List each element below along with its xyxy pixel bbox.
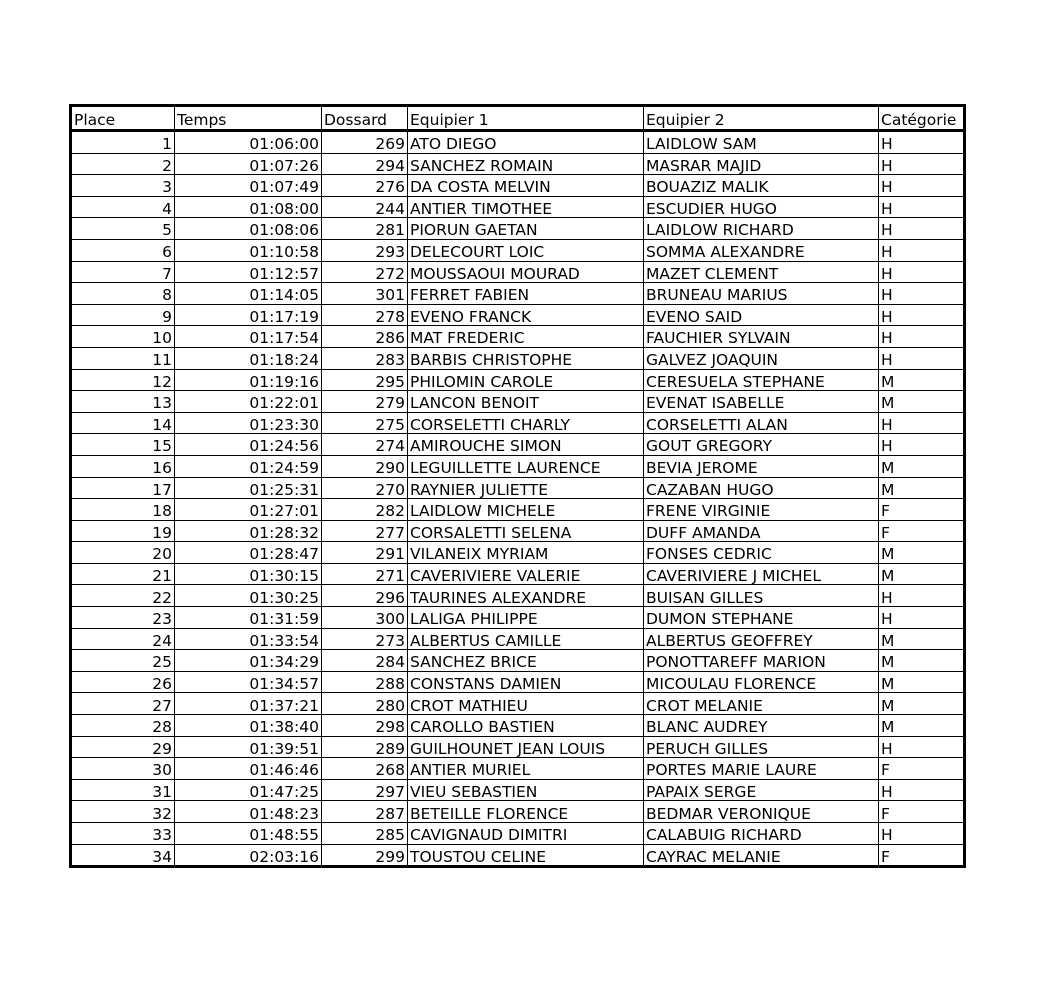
cell-equipier-1: AMIROUCHE SIMON bbox=[408, 434, 644, 456]
table-row bbox=[71, 196, 965, 218]
header-place: Place bbox=[71, 106, 175, 131]
cell-temps: 01:18:24 bbox=[175, 347, 322, 369]
results-table bbox=[69, 104, 966, 868]
cell-temps: 01:34:29 bbox=[175, 650, 322, 672]
cell-equipier-1: TAURINES ALEXANDRE bbox=[408, 585, 644, 607]
cell-place: 29 bbox=[71, 736, 175, 758]
cell-temps: 01:06:00 bbox=[175, 131, 322, 154]
cell-equipier-1: CONSTANS DAMIEN bbox=[408, 671, 644, 693]
cell-categorie: H bbox=[879, 736, 965, 758]
cell-temps: 01:25:31 bbox=[175, 477, 322, 499]
cell-equipier-1: LAIDLOW MICHELE bbox=[408, 499, 644, 521]
cell-dossard: 298 bbox=[322, 715, 408, 737]
cell-dossard: 273 bbox=[322, 628, 408, 650]
cell-temps: 01:10:58 bbox=[175, 239, 322, 261]
cell-categorie: H bbox=[879, 585, 965, 607]
cell-place: 2 bbox=[71, 153, 175, 175]
cell-categorie: M bbox=[879, 693, 965, 715]
cell-place: 20 bbox=[71, 542, 175, 564]
cell-place: 5 bbox=[71, 218, 175, 240]
table-row bbox=[71, 326, 965, 348]
table-row bbox=[71, 131, 965, 154]
table-row bbox=[71, 283, 965, 305]
table-row bbox=[71, 499, 965, 521]
cell-equipier-1: GUILHOUNET JEAN LOUIS bbox=[408, 736, 644, 758]
cell-place: 23 bbox=[71, 607, 175, 629]
cell-dossard: 274 bbox=[322, 434, 408, 456]
cell-equipier-2: PERUCH GILLES bbox=[644, 736, 879, 758]
cell-equipier-2: BEDMAR VERONIQUE bbox=[644, 801, 879, 823]
cell-dossard: 276 bbox=[322, 175, 408, 197]
cell-temps: 01:17:19 bbox=[175, 304, 322, 326]
cell-temps: 01:19:16 bbox=[175, 369, 322, 391]
cell-dossard: 297 bbox=[322, 779, 408, 801]
cell-temps: 01:08:06 bbox=[175, 218, 322, 240]
cell-place: 1 bbox=[71, 131, 175, 154]
cell-equipier-2: GOUT GREGORY bbox=[644, 434, 879, 456]
table-header bbox=[71, 106, 965, 131]
cell-place: 8 bbox=[71, 283, 175, 305]
table-row bbox=[71, 304, 965, 326]
table-row bbox=[71, 736, 965, 758]
cell-dossard: 301 bbox=[322, 283, 408, 305]
cell-equipier-2: BUISAN GILLES bbox=[644, 585, 879, 607]
cell-equipier-1: CAVIGNAUD DIMITRI bbox=[408, 823, 644, 845]
cell-equipier-2: BLANC AUDREY bbox=[644, 715, 879, 737]
cell-categorie: H bbox=[879, 304, 965, 326]
cell-equipier-1: VIEU SEBASTIEN bbox=[408, 779, 644, 801]
cell-temps: 01:46:46 bbox=[175, 758, 322, 780]
table-row bbox=[71, 153, 965, 175]
cell-equipier-1: LEGUILLETTE LAURENCE bbox=[408, 455, 644, 477]
table-row bbox=[71, 520, 965, 542]
cell-place: 31 bbox=[71, 779, 175, 801]
cell-categorie: F bbox=[879, 520, 965, 542]
cell-temps: 01:47:25 bbox=[175, 779, 322, 801]
cell-equipier-2: GALVEZ JOAQUIN bbox=[644, 347, 879, 369]
table-row bbox=[71, 779, 965, 801]
cell-dossard: 299 bbox=[322, 844, 408, 867]
cell-dossard: 282 bbox=[322, 499, 408, 521]
cell-dossard: 268 bbox=[322, 758, 408, 780]
cell-place: 33 bbox=[71, 823, 175, 845]
cell-dossard: 300 bbox=[322, 607, 408, 629]
cell-equipier-1: ANTIER MURIEL bbox=[408, 758, 644, 780]
cell-dossard: 294 bbox=[322, 153, 408, 175]
cell-equipier-2: LAIDLOW SAM bbox=[644, 131, 879, 154]
cell-equipier-1: CAROLLO BASTIEN bbox=[408, 715, 644, 737]
cell-equipier-2: BEVIA JEROME bbox=[644, 455, 879, 477]
cell-equipier-1: TOUSTOU CELINE bbox=[408, 844, 644, 867]
cell-dossard: 288 bbox=[322, 671, 408, 693]
cell-categorie: H bbox=[879, 412, 965, 434]
cell-equipier-2: CROT MELANIE bbox=[644, 693, 879, 715]
table-row bbox=[71, 391, 965, 413]
cell-temps: 01:07:49 bbox=[175, 175, 322, 197]
cell-equipier-2: ALBERTUS GEOFFREY bbox=[644, 628, 879, 650]
cell-place: 11 bbox=[71, 347, 175, 369]
cell-equipier-1: CORSELETTI CHARLY bbox=[408, 412, 644, 434]
cell-temps: 01:07:26 bbox=[175, 153, 322, 175]
cell-temps: 01:28:47 bbox=[175, 542, 322, 564]
cell-dossard: 291 bbox=[322, 542, 408, 564]
header-row bbox=[71, 106, 965, 131]
table-row bbox=[71, 369, 965, 391]
cell-equipier-2: SOMMA ALEXANDRE bbox=[644, 239, 879, 261]
cell-place: 25 bbox=[71, 650, 175, 672]
cell-equipier-2: PONOTTAREFF MARION bbox=[644, 650, 879, 672]
cell-equipier-2: BRUNEAU MARIUS bbox=[644, 283, 879, 305]
cell-dossard: 289 bbox=[322, 736, 408, 758]
cell-place: 15 bbox=[71, 434, 175, 456]
table-row bbox=[71, 844, 965, 867]
cell-categorie: H bbox=[879, 153, 965, 175]
table-row bbox=[71, 455, 965, 477]
table-row bbox=[71, 412, 965, 434]
table-row bbox=[71, 477, 965, 499]
cell-categorie: M bbox=[879, 477, 965, 499]
cell-categorie: H bbox=[879, 434, 965, 456]
cell-place: 6 bbox=[71, 239, 175, 261]
cell-equipier-2: CALABUIG RICHARD bbox=[644, 823, 879, 845]
cell-temps: 01:24:56 bbox=[175, 434, 322, 456]
cell-equipier-1: CAVERIVIERE VALERIE bbox=[408, 563, 644, 585]
cell-dossard: 278 bbox=[322, 304, 408, 326]
cell-equipier-1: PIORUN GAETAN bbox=[408, 218, 644, 240]
cell-equipier-2: LAIDLOW RICHARD bbox=[644, 218, 879, 240]
table-row bbox=[71, 563, 965, 585]
table-row bbox=[71, 542, 965, 564]
cell-place: 16 bbox=[71, 455, 175, 477]
cell-temps: 02:03:16 bbox=[175, 844, 322, 867]
cell-categorie: F bbox=[879, 499, 965, 521]
cell-dossard: 293 bbox=[322, 239, 408, 261]
cell-equipier-2: FRENE VIRGINIE bbox=[644, 499, 879, 521]
cell-categorie: H bbox=[879, 779, 965, 801]
cell-equipier-1: ALBERTUS CAMILLE bbox=[408, 628, 644, 650]
cell-equipier-2: CERESUELA STEPHANE bbox=[644, 369, 879, 391]
table-row bbox=[71, 347, 965, 369]
cell-dossard: 284 bbox=[322, 650, 408, 672]
cell-equipier-2: CAYRAC MELANIE bbox=[644, 844, 879, 867]
cell-dossard: 275 bbox=[322, 412, 408, 434]
table-row bbox=[71, 175, 965, 197]
cell-dossard: 287 bbox=[322, 801, 408, 823]
header-temps: Temps bbox=[175, 106, 322, 131]
cell-dossard: 285 bbox=[322, 823, 408, 845]
cell-place: 18 bbox=[71, 499, 175, 521]
cell-temps: 01:14:05 bbox=[175, 283, 322, 305]
cell-place: 30 bbox=[71, 758, 175, 780]
cell-equipier-2: DUMON STEPHANE bbox=[644, 607, 879, 629]
cell-place: 34 bbox=[71, 844, 175, 867]
table-row bbox=[71, 239, 965, 261]
cell-categorie: H bbox=[879, 196, 965, 218]
cell-equipier-1: BETEILLE FLORENCE bbox=[408, 801, 644, 823]
cell-place: 9 bbox=[71, 304, 175, 326]
table-row bbox=[71, 823, 965, 845]
cell-categorie: M bbox=[879, 391, 965, 413]
table-row bbox=[71, 218, 965, 240]
cell-equipier-2: MICOULAU FLORENCE bbox=[644, 671, 879, 693]
cell-equipier-2: FAUCHIER SYLVAIN bbox=[644, 326, 879, 348]
header-equipier-2: Equipier 2 bbox=[644, 106, 879, 131]
cell-temps: 01:30:25 bbox=[175, 585, 322, 607]
cell-categorie: H bbox=[879, 175, 965, 197]
table-row bbox=[71, 650, 965, 672]
table-row bbox=[71, 801, 965, 823]
cell-equipier-2: DUFF AMANDA bbox=[644, 520, 879, 542]
cell-categorie: M bbox=[879, 542, 965, 564]
cell-dossard: 269 bbox=[322, 131, 408, 154]
cell-dossard: 272 bbox=[322, 261, 408, 283]
cell-equipier-2: CORSELETTI ALAN bbox=[644, 412, 879, 434]
cell-categorie: M bbox=[879, 671, 965, 693]
cell-temps: 01:12:57 bbox=[175, 261, 322, 283]
cell-categorie: H bbox=[879, 218, 965, 240]
table-row bbox=[71, 758, 965, 780]
cell-categorie: M bbox=[879, 563, 965, 585]
cell-equipier-2: BOUAZIZ MALIK bbox=[644, 175, 879, 197]
cell-categorie: M bbox=[879, 628, 965, 650]
header-equipier-1: Equipier 1 bbox=[408, 106, 644, 131]
cell-equipier-1: CORSALETTI SELENA bbox=[408, 520, 644, 542]
cell-equipier-1: RAYNIER JULIETTE bbox=[408, 477, 644, 499]
cell-place: 3 bbox=[71, 175, 175, 197]
cell-temps: 01:33:54 bbox=[175, 628, 322, 650]
table-row bbox=[71, 585, 965, 607]
cell-categorie: M bbox=[879, 715, 965, 737]
cell-temps: 01:30:15 bbox=[175, 563, 322, 585]
cell-temps: 01:38:40 bbox=[175, 715, 322, 737]
cell-categorie: H bbox=[879, 326, 965, 348]
cell-equipier-1: CROT MATHIEU bbox=[408, 693, 644, 715]
cell-place: 22 bbox=[71, 585, 175, 607]
table-body bbox=[71, 131, 965, 867]
cell-place: 27 bbox=[71, 693, 175, 715]
cell-place: 19 bbox=[71, 520, 175, 542]
cell-categorie: H bbox=[879, 283, 965, 305]
table-row bbox=[71, 693, 965, 715]
cell-temps: 01:22:01 bbox=[175, 391, 322, 413]
cell-dossard: 283 bbox=[322, 347, 408, 369]
cell-dossard: 281 bbox=[322, 218, 408, 240]
cell-equipier-1: MAT FREDERIC bbox=[408, 326, 644, 348]
cell-place: 7 bbox=[71, 261, 175, 283]
cell-temps: 01:08:00 bbox=[175, 196, 322, 218]
cell-place: 17 bbox=[71, 477, 175, 499]
cell-equipier-1: SANCHEZ BRICE bbox=[408, 650, 644, 672]
cell-place: 10 bbox=[71, 326, 175, 348]
cell-equipier-2: PAPAIX SERGE bbox=[644, 779, 879, 801]
cell-equipier-1: DA COSTA MELVIN bbox=[408, 175, 644, 197]
cell-categorie: F bbox=[879, 801, 965, 823]
cell-temps: 01:27:01 bbox=[175, 499, 322, 521]
table-row bbox=[71, 671, 965, 693]
cell-temps: 01:34:57 bbox=[175, 671, 322, 693]
cell-categorie: H bbox=[879, 823, 965, 845]
cell-equipier-2: MAZET CLEMENT bbox=[644, 261, 879, 283]
cell-place: 28 bbox=[71, 715, 175, 737]
cell-equipier-1: FERRET FABIEN bbox=[408, 283, 644, 305]
cell-place: 14 bbox=[71, 412, 175, 434]
cell-equipier-1: ANTIER TIMOTHEE bbox=[408, 196, 644, 218]
cell-equipier-1: EVENO FRANCK bbox=[408, 304, 644, 326]
cell-place: 4 bbox=[71, 196, 175, 218]
cell-equipier-2: MASRAR MAJID bbox=[644, 153, 879, 175]
header-dossard: Dossard bbox=[322, 106, 408, 131]
cell-place: 13 bbox=[71, 391, 175, 413]
cell-equipier-1: MOUSSAOUI MOURAD bbox=[408, 261, 644, 283]
cell-equipier-1: LANCON BENOIT bbox=[408, 391, 644, 413]
cell-dossard: 270 bbox=[322, 477, 408, 499]
cell-categorie: H bbox=[879, 347, 965, 369]
cell-place: 12 bbox=[71, 369, 175, 391]
cell-categorie: M bbox=[879, 650, 965, 672]
cell-dossard: 286 bbox=[322, 326, 408, 348]
cell-temps: 01:48:23 bbox=[175, 801, 322, 823]
cell-equipier-2: EVENAT ISABELLE bbox=[644, 391, 879, 413]
cell-equipier-2: CAZABAN HUGO bbox=[644, 477, 879, 499]
cell-equipier-2: ESCUDIER HUGO bbox=[644, 196, 879, 218]
cell-temps: 01:23:30 bbox=[175, 412, 322, 434]
cell-dossard: 280 bbox=[322, 693, 408, 715]
cell-dossard: 279 bbox=[322, 391, 408, 413]
cell-equipier-1: BARBIS CHRISTOPHE bbox=[408, 347, 644, 369]
cell-dossard: 277 bbox=[322, 520, 408, 542]
cell-equipier-2: FONSES CEDRIC bbox=[644, 542, 879, 564]
cell-temps: 01:24:59 bbox=[175, 455, 322, 477]
cell-equipier-1: PHILOMIN CAROLE bbox=[408, 369, 644, 391]
cell-temps: 01:31:59 bbox=[175, 607, 322, 629]
header-categorie: Catégorie bbox=[879, 106, 965, 131]
cell-equipier-1: ATO DIEGO bbox=[408, 131, 644, 154]
cell-place: 32 bbox=[71, 801, 175, 823]
cell-equipier-1: LALIGA PHILIPPE bbox=[408, 607, 644, 629]
cell-dossard: 295 bbox=[322, 369, 408, 391]
cell-equipier-2: EVENO SAID bbox=[644, 304, 879, 326]
cell-dossard: 244 bbox=[322, 196, 408, 218]
cell-equipier-1: SANCHEZ ROMAIN bbox=[408, 153, 644, 175]
cell-equipier-2: CAVERIVIERE J MICHEL bbox=[644, 563, 879, 585]
cell-equipier-1: DELECOURT LOIC bbox=[408, 239, 644, 261]
cell-categorie: H bbox=[879, 261, 965, 283]
cell-dossard: 296 bbox=[322, 585, 408, 607]
cell-place: 24 bbox=[71, 628, 175, 650]
cell-temps: 01:17:54 bbox=[175, 326, 322, 348]
cell-dossard: 271 bbox=[322, 563, 408, 585]
table-row bbox=[71, 607, 965, 629]
table-row bbox=[71, 628, 965, 650]
cell-categorie: F bbox=[879, 844, 965, 867]
cell-temps: 01:28:32 bbox=[175, 520, 322, 542]
cell-categorie: M bbox=[879, 369, 965, 391]
cell-equipier-2: PORTES MARIE LAURE bbox=[644, 758, 879, 780]
cell-place: 21 bbox=[71, 563, 175, 585]
table-row bbox=[71, 715, 965, 737]
cell-place: 26 bbox=[71, 671, 175, 693]
cell-dossard: 290 bbox=[322, 455, 408, 477]
cell-categorie: H bbox=[879, 607, 965, 629]
cell-categorie: H bbox=[879, 131, 965, 154]
cell-temps: 01:48:55 bbox=[175, 823, 322, 845]
cell-categorie: F bbox=[879, 758, 965, 780]
cell-categorie: M bbox=[879, 455, 965, 477]
table-row bbox=[71, 434, 965, 456]
cell-temps: 01:37:21 bbox=[175, 693, 322, 715]
cell-equipier-1: VILANEIX MYRIAM bbox=[408, 542, 644, 564]
table-row bbox=[71, 261, 965, 283]
cell-categorie: H bbox=[879, 239, 965, 261]
cell-temps: 01:39:51 bbox=[175, 736, 322, 758]
